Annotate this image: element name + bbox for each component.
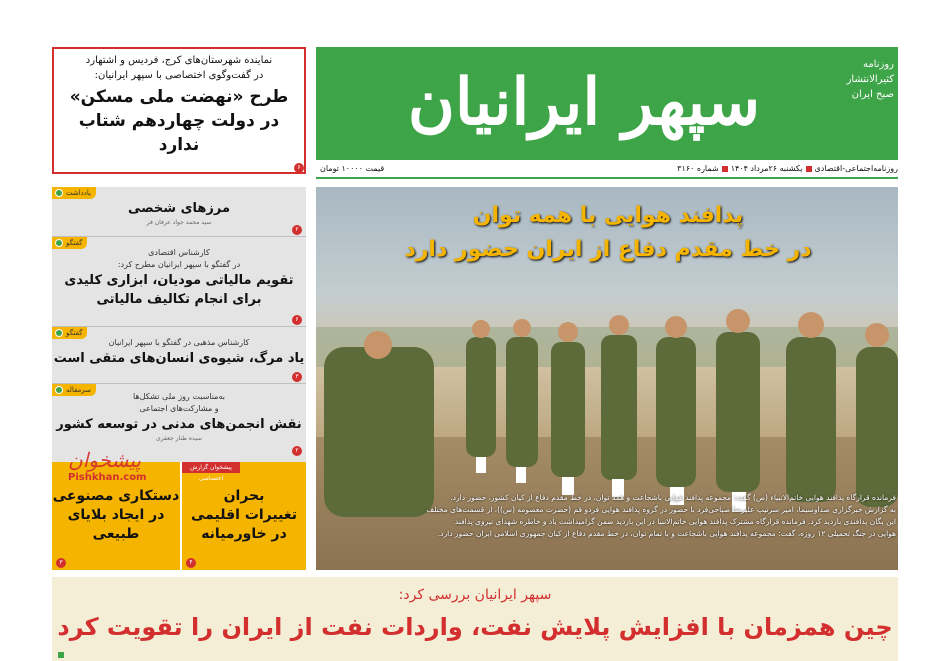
- article-headline: نقش انجمن‌های مدنی در توسعه کشور: [56, 417, 302, 432]
- watermark: [68, 448, 146, 484]
- tag-dot-icon: [55, 329, 63, 337]
- article-intro: به‌مناسبت روز ملی تشکل‌ها: [133, 392, 225, 401]
- section-tag: [52, 327, 87, 339]
- article-intro: در گفتگو با سپهر ایرانیان مطرح کرد:: [117, 260, 241, 269]
- article-headline: یاد مرگ، شیوه‌ی انسان‌های متقی است: [53, 351, 305, 366]
- issue-price: قیمت ۱۰۰۰۰ تومان: [320, 164, 385, 173]
- report-headline: دستکاری مصنوعی: [52, 488, 180, 504]
- issue-number: شماره ۳۱۶۰: [677, 164, 719, 173]
- report-headline: طبیعی: [92, 526, 140, 542]
- report-headline: تغییرات اقلیمی: [191, 507, 297, 523]
- bottom-story[interactable]: [52, 577, 898, 661]
- article-byline: سید محمد جواد عرفان فر: [146, 219, 212, 226]
- tag-dot-icon: [55, 239, 63, 247]
- tag-label: گفتگو: [66, 329, 83, 337]
- report-headline: در ایجاد بلایای: [67, 507, 165, 523]
- issue-info: [677, 162, 898, 176]
- photo-headline-line: پدافند هوایی با همه توان: [472, 203, 744, 228]
- article-teaser[interactable]: [52, 187, 306, 237]
- bottom-headline: چین همزمان با افزایش پلایش نفت، واردات نفت از ایران را تقویت کرد: [57, 613, 893, 641]
- interview-teaser[interactable]: [52, 47, 306, 174]
- photo-caption: [324, 492, 898, 540]
- main-photo[interactable]: [316, 187, 898, 570]
- page-number-badge: ۲: [292, 225, 302, 235]
- report-headline: در خاورمیانه: [201, 526, 287, 542]
- section-tag: [52, 384, 96, 396]
- watermark-en: Pishkhan.com: [68, 472, 147, 483]
- paper-type: روزنامه‌اجتماعی-اقتصادی: [814, 164, 898, 173]
- caption-line: فرمانده قرارگاه پدافند هوایی خاتم‌الانبیاء (ص) گفت: مجموعه پدافند هوایی باشجاعت و همه توان، در خط مقدم دفاع از کیان کشور، حضور دارد.: [450, 493, 896, 502]
- photo-headline-line: در خط مقدم دفاع از ایران حضور دارد: [404, 237, 812, 262]
- section-tag: [52, 237, 87, 249]
- article-teaser[interactable]: [52, 237, 306, 327]
- article-teaser[interactable]: [52, 327, 306, 384]
- newspaper-logo: سپهر ایرانیان: [407, 65, 761, 140]
- teaser-headline: در دولت چهاردهم شتاب ندارد: [78, 111, 280, 155]
- teaser-line: در گفت‌وگوی اختصاصی با سپهر ایرانیان:: [94, 70, 264, 81]
- corner-marker-icon: [58, 652, 64, 658]
- tag-label: یادداشت: [66, 189, 91, 197]
- masthead: [316, 47, 898, 160]
- article-headline: برای انجام تکالیف مالیاتی: [96, 292, 262, 307]
- article-headline: تقویم مالیاتی مودیان، ابزاری کلیدی: [64, 273, 294, 288]
- article-intro: کارشناس اقتصادی: [148, 248, 210, 257]
- article-headline: مرزهای شخصی: [127, 201, 231, 216]
- teaser-line: نماینده شهرستان‌های کرج، فردیس و اشتهارد: [85, 55, 273, 66]
- article-intro: و مشارکت‌های اجتماعی: [139, 404, 219, 413]
- bottom-kicker: سپهر ایرانیان بررسی کرد:: [398, 587, 552, 603]
- section-tag: [52, 187, 96, 199]
- article-byline: سیده طناز جعفری: [156, 435, 202, 442]
- page-number-badge: ۴: [186, 558, 196, 568]
- tag-dot-icon: [55, 386, 63, 394]
- masthead-rule: [316, 177, 898, 179]
- caption-line: به گزارش خبرگزاری صداوسیما، امیر سرتیپ علیرضا صباحی‌فرد با حضور در گروه پدافند هوایی فردو قم (حضرت معصومه (س))، از قسمت‌های مختلف: [426, 505, 896, 514]
- side-line: صبح ایران: [851, 89, 894, 100]
- separator-icon: [722, 166, 728, 172]
- article-intro: کارشناس مذهبی در گفتگو با سپهر ایرانیان: [108, 338, 250, 347]
- masthead-side-text: [832, 57, 894, 102]
- page-number-badge: ۳: [292, 372, 302, 382]
- page-number-badge: ۶: [292, 315, 302, 325]
- report-headline: بحران: [223, 488, 265, 504]
- tag-label: سرمقاله: [66, 386, 92, 394]
- issue-info-bar: [316, 162, 898, 176]
- separator-icon: [806, 166, 812, 172]
- page-number-badge: ۲: [292, 446, 302, 456]
- page-number-badge: ۳: [56, 558, 66, 568]
- left-column: [52, 187, 306, 462]
- teaser-headline: طرح «نهضت ملی مسکن»: [69, 87, 289, 107]
- issue-date: یکشنبه ۲۶مرداد ۱۴۰۴: [730, 164, 803, 173]
- side-line: کثیرالانتشار: [846, 74, 894, 85]
- report-section-bar: پیشخوان گزارش اختصاصی: [182, 462, 240, 473]
- caption-line: این یگان پدافندی بازدید کرد. فرمانده قرارگاه مشترک پدافند هوایی خاتم‌الانبیا در این بازدید ضمن گرامیداشت یاد و خاطره شهدای نیروی پدافند: [454, 517, 896, 526]
- side-line: روزنامه: [862, 59, 894, 70]
- page-number-badge: ۶: [294, 163, 304, 173]
- caption-line: هوایی در جنگ تحمیلی ۱۲ روزه، گفت: مجموعه پدافند هوایی باشجاعت و با تمام توان، در خط مقدم دفاع از کیان جمهوری اسلامی ایران حضور دارد.: [437, 529, 896, 538]
- tag-label: گفتگو: [66, 239, 83, 247]
- tag-dot-icon: [55, 189, 63, 197]
- watermark-fa: پیشخوان: [68, 448, 141, 472]
- photo-headline: [358, 199, 858, 267]
